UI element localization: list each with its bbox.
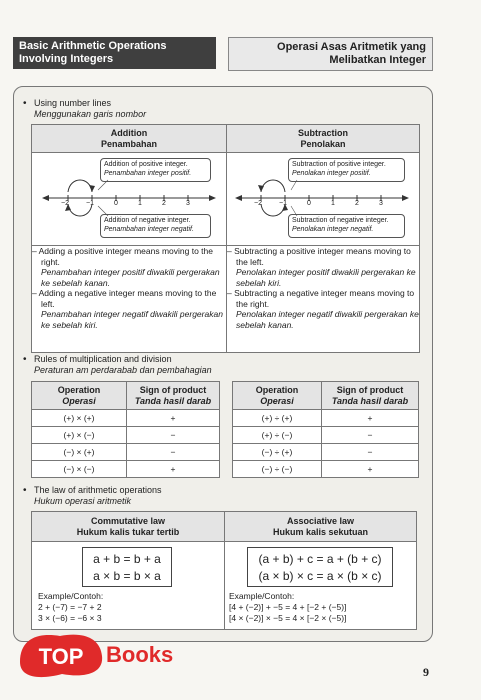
div-header-operation: Operation Operasi — [233, 382, 322, 410]
svg-text:TOP: TOP — [38, 644, 84, 669]
header-en-line2: Involving Integers — [19, 53, 114, 65]
svg-text:Books: Books — [106, 642, 174, 667]
associative-formula-box — [247, 547, 393, 587]
tick-label: 3 — [379, 200, 383, 207]
bullet-number-lines: • Using number lines Menggunakan garis nombor — [23, 98, 147, 119]
addition-title-en: Addition — [110, 127, 148, 138]
header-ms-line1: Operasi Asas Aritmetik yang — [277, 41, 426, 53]
tick-label: −1 — [279, 200, 287, 207]
bullet-arithmetic-laws: • The law of arithmetic operations Hukum operasi aritmetik — [23, 485, 162, 506]
table-row: (+) × (+) + — [32, 410, 220, 427]
table-row: (−) ÷ (+) − — [233, 444, 419, 461]
tick-label: 0 — [307, 200, 311, 207]
bullet-sign-rules: • Rules of multiplication and division Peraturan am perdarabab dan pembahagian — [23, 354, 212, 375]
addition-positive-box: Addition of positive integer. Penambahan integer positif. — [100, 158, 211, 182]
table-row: (−) × (−) + — [32, 461, 220, 478]
mult-header-sign: Sign of product Tanda hasil darab — [127, 382, 220, 410]
addition-title-ms: Penambahan — [100, 138, 158, 149]
tick-label: 0 — [114, 200, 118, 207]
topbooks-logo — [14, 622, 204, 682]
subtraction-number-line — [233, 172, 413, 224]
header-en-line1: Basic Arithmetic Operations — [19, 40, 167, 52]
tick-label: 2 — [355, 200, 359, 207]
tick-label: −1 — [86, 200, 94, 207]
table-row: (+) × (−) − — [32, 427, 220, 444]
division-sign-table — [232, 381, 419, 478]
commutative-header: Commutative law Hukum kalis tukar tertib — [32, 512, 225, 542]
header-english — [13, 37, 216, 69]
bullet-ms: Hukum operasi aritmetik — [34, 496, 132, 506]
bullet-en: The law of arithmetic operations — [34, 485, 162, 495]
subtraction-header — [227, 125, 420, 153]
commutative-eq2: a × b = b × a — [93, 569, 161, 583]
addition-header — [32, 125, 227, 153]
header-ms-line2: Melibatkan Integer — [329, 54, 426, 66]
subtraction-title-ms: Penolakan — [300, 138, 346, 149]
bullet-en: Using number lines — [34, 98, 112, 108]
tick-label: 2 — [162, 200, 166, 207]
tick-label: −2 — [61, 200, 69, 207]
addition-note-2: – Adding a negative integer means moving to the left. Penambahan integer negatif diwakili pergerakan ke sebelah kiri. — [32, 288, 223, 330]
tick-label: −2 — [254, 200, 262, 207]
addition-negative-box: Addition of negative integer. Penambahan integer negatif. — [100, 214, 211, 238]
associative-example: Example/Contoh: [4 + (−2)] + −5 = 4 + [−2 + (−5)] [4 × (−2)] × −5 = 4 × [−2 × (−5)] — [229, 591, 347, 623]
table-row: (−) × (+) − — [32, 444, 220, 461]
associative-eq2: (a × b) × c = a × (b × c) — [258, 569, 382, 583]
subtraction-title-en: Subtraction — [297, 127, 348, 138]
table-row: (+) ÷ (+) + — [233, 410, 419, 427]
subtraction-note-1: – Subtracting a positive integer means moving to the left. Penolakan integer positif diwakili pergerakan ke sebelah kiri. — [227, 246, 416, 288]
associative-eq1: (a + b) + c = a + (b + c) — [258, 552, 382, 566]
table-row: (+) ÷ (−) − — [233, 427, 419, 444]
subtraction-notes — [227, 246, 420, 353]
topbooks-logo-graphic — [14, 622, 204, 682]
bullet-en: Rules of multiplication and division — [34, 354, 172, 364]
header-malay — [228, 37, 433, 71]
mult-header-operation: Operation Operasi — [32, 382, 127, 410]
addition-number-line — [40, 172, 220, 224]
commutative-eq1: a + b = b + a — [93, 552, 161, 566]
tick-label: 1 — [138, 200, 142, 207]
div-header-sign: Sign of product Tanda hasil darab — [322, 382, 419, 410]
bullet-ms: Peraturan am perdarabab dan pembahagian — [34, 365, 212, 375]
commutative-formula-box — [82, 547, 172, 587]
table-row: (−) ÷ (−) + — [233, 461, 419, 478]
addition-note-1: – Adding a positive integer means moving to the right. Penambahan integer positif diwakili pergerakan ke sebelah kanan. — [32, 246, 220, 288]
tick-label: 3 — [186, 200, 190, 207]
addition-notes — [32, 246, 227, 353]
subtraction-note-2: – Subtracting a negative integer means moving to the right. Penolakan integer negatif diwakili pergerakan ke sebelah kanan. — [227, 288, 419, 330]
associative-header: Associative law Hukum kalis sekutuan — [225, 512, 417, 542]
bullet-ms: Menggunakan garis nombor — [34, 109, 147, 119]
subtraction-positive-box: Subtraction of positive integer. Penolakan integer positif. — [288, 158, 405, 182]
page-number: 9 — [423, 665, 429, 679]
multiplication-sign-table — [31, 381, 220, 478]
tick-label: 1 — [331, 200, 335, 207]
subtraction-negative-box: Subtraction of negative integer. Penolakan integer negatif. — [288, 214, 405, 238]
commutative-example: Example/Contoh: 2 + (−7) = −7 + 2 3 × (−6) = −6 × 3 — [38, 591, 104, 623]
